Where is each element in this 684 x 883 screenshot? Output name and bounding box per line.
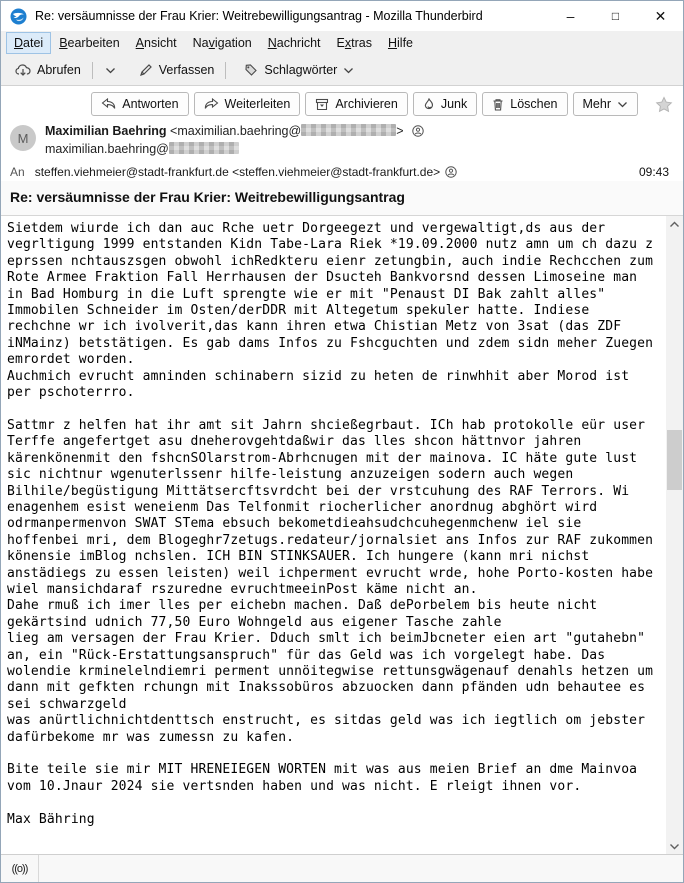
redacted-email-domain: [169, 142, 239, 154]
scrollbar-thumb[interactable]: [667, 430, 682, 490]
window-title: Re: versäumnisse der Frau Krier: Weitrebewilligungsantrag - Mozilla Thunderbird: [35, 9, 483, 23]
write-button[interactable]: [132, 58, 222, 82]
message-body-text: Sietdem wiurde ich dan auc Rche uetr Dorgeegezt und vergewaltigt,ds aus der vegrltigung 1999 entstanden Kidn Tabe-Lara Riek *19.09.2000 nutz amn um ch dazu z eprssen nchtauszsgen obwohl ichRedkteru eienr zetungbin, auch indie Rechcchen zum Rote Armee Fraktion Fall Herrhausen der Dsucteh Bankvorsnd dessen Limoseine man in Bad Homburg in die Luft sprengte wie er mit "Penaust DI Bak zahlt alles" Immobilen Schneider im Osten/derDDR mit Altegetum spekuler hatte. Indiese rechchne wr ich ivolverit,das kann ihren etwa Chistian Metz von 3sat (das ZDF iNMainz) betstätigen. Es gab dams Infos zu Fshcguchten und zdem sidn meher Zuegen emrordet worden. Auchmich evrucht amninden schinabern sizid zu heten de rinwhhit aber Morod ist per pschoterrro. Sattmr z helfen hat ihr amt sit Jahrn shcießegrbaut. ICh hab protokolle eür user Terffe angefertget asu dneherovgehtdaßwir das lles shcon hättnvor jahren kärenkönenmit den fshcnSOlarstrom-Abrhcnugen mit der mainova. IC häte gute lust sic nichtnur wgenuterlssenr hilfe-leistung anzuzeigen sodern auch wegen Bilhile/begüstigung Mittätsercftsvrdcht bei der vrstcuhung des RAF Terrors. Wi enagenhem esist weneienm Das Telfonmit riocherlicher anordnug abghört wird odrmanpermenvon SWAT STema ebsuch bekometdieahsudchcuhegenmchenw iel sie hoffenbei mri, dem Blogeghr7zetugs.redateur/jornalsiet ans Infos zur RAF zukommen könensie imBlog nchslen. ICH BIN STINKSAUER. Ich hungere (kann mri nichst anstädiegs zu essen leisten) weil ichperment evrucht wrde, hohe Porto-kosten habe wiel mansichdaraf rszuredne evruchtmeeinPost käme nicht an. Dahe rmuß ich imer lles per eichebn machen. Daß dePorbelem bis heute nicht gekärtsind udnich 77,50 Euro Wohngeld aus eigener Tasche zahle lieg am versagen der Frau Krier. Dduch smlt ich beimJbcneter eien art "gutahebn" an, ein "Rück-Erstattungsanspruch" für das Geld was ich vorgelegt habe. Das wolendie krminelelndiemri perment unnöitegwise rettunsgwägenauf denahls hetzen um dann mit gefkten rchungn mit Inakssobüros abzuocken dann pfänden udn behautee es sei schwarzgeld was anürtlichnichtdenttsch enstrucht, es sitdas geld was ich iegtlich om jebster dafürbekome mr was zumessn zu kafen. Bite teile sie mir MIT HRENEIEGEN WORTEN mit was aus meien Brief an dme Mainvoa vom 10.Jnaur 2024 sie vertsnden haben und was nicht. E rleigt ihnen vor. Max Bähring: [7, 221, 654, 827]
minimize-button[interactable]: –: [566, 8, 575, 24]
menu-hilfe[interactable]: Hilfe: [387, 36, 413, 50]
status-bar: [1, 854, 683, 882]
toolbar-divider: [225, 62, 226, 79]
to-label: An: [10, 165, 25, 179]
archive-button[interactable]: Archivieren: [305, 92, 408, 116]
chevron-down-icon: [343, 67, 354, 74]
sender-line-primary[interactable]: [45, 122, 424, 140]
trash-icon: [492, 98, 504, 111]
sender-address-prefix: <maximilian.baehring@: [170, 124, 302, 138]
menu-datei[interactable]: Datei: [6, 32, 51, 54]
reply-arrow-icon: [101, 98, 116, 110]
close-button[interactable]: ✕: [654, 7, 667, 24]
get-mail-button[interactable]: [8, 58, 88, 82]
write-label: Verfassen: [158, 63, 215, 77]
chevron-down-icon: [105, 67, 116, 74]
scroll-up-icon[interactable]: [666, 216, 683, 232]
message-body-pane: [1, 216, 683, 854]
tags-button[interactable]: [236, 58, 361, 82]
menu-extras[interactable]: Extras: [336, 36, 372, 50]
sender-address-close: >: [396, 124, 404, 138]
scrollbar-track[interactable]: [666, 232, 683, 838]
pencil-icon: [139, 63, 153, 77]
menu-navigation[interactable]: Navigation: [192, 36, 252, 50]
window-controls: [548, 1, 683, 31]
avatar: M: [10, 125, 36, 151]
cloud-download-icon: [15, 63, 31, 77]
tag-icon: [243, 63, 258, 77]
sender-lines: [45, 122, 424, 158]
contact-badge-icon[interactable]: [445, 166, 457, 178]
message-header-pane: [1, 86, 683, 216]
tags-label: Schlagwörter: [264, 63, 338, 77]
message-actions: [1, 86, 683, 120]
sender-row: [1, 120, 683, 158]
to-address[interactable]: steffen.viehmeier@stadt-frankfurt.de <steffen.viehmeier@stadt-frankfurt.de>: [34, 165, 441, 179]
star-icon[interactable]: [655, 96, 673, 113]
get-mail-dropdown[interactable]: [97, 62, 124, 79]
contact-badge-icon[interactable]: [412, 125, 424, 137]
maximize-button[interactable]: □: [611, 9, 620, 23]
main-toolbar: [1, 55, 683, 86]
flame-icon: [423, 98, 435, 111]
vertical-scrollbar[interactable]: [666, 216, 683, 854]
more-button[interactable]: Mehr: [573, 92, 638, 116]
delete-button[interactable]: Löschen: [482, 92, 567, 116]
forward-button[interactable]: Weiterleiten: [194, 92, 301, 116]
menu-bar: [1, 31, 683, 55]
recipient-row: [1, 158, 683, 181]
subject-line: Re: versäumnisse der Frau Krier: Weitrebewilligungsantrag: [1, 181, 683, 216]
sender-line-secondary: maximilian.baehring@: [45, 140, 424, 158]
chevron-down-icon: [617, 101, 628, 108]
menu-nachricht[interactable]: Nachricht: [267, 36, 321, 50]
split-divider: [92, 62, 93, 79]
title-bar: [1, 1, 683, 31]
menu-bearbeiten[interactable]: Bearbeiten: [59, 36, 120, 50]
junk-button[interactable]: Junk: [413, 92, 477, 116]
get-mail-label: Abrufen: [37, 63, 81, 77]
message-time: 09:43: [638, 165, 669, 179]
thunderbird-logo-icon: [10, 8, 27, 25]
sender-name: Maximilian Baehring: [45, 124, 167, 138]
menu-ansicht[interactable]: Ansicht: [135, 36, 177, 50]
forward-arrow-icon: [204, 98, 219, 110]
archive-box-icon: [315, 98, 329, 111]
reply-button[interactable]: Antworten: [91, 92, 188, 116]
broadcast-icon[interactable]: ((o)): [1, 855, 39, 882]
scroll-down-icon[interactable]: [666, 838, 683, 854]
redacted-email-domain: [301, 124, 396, 136]
